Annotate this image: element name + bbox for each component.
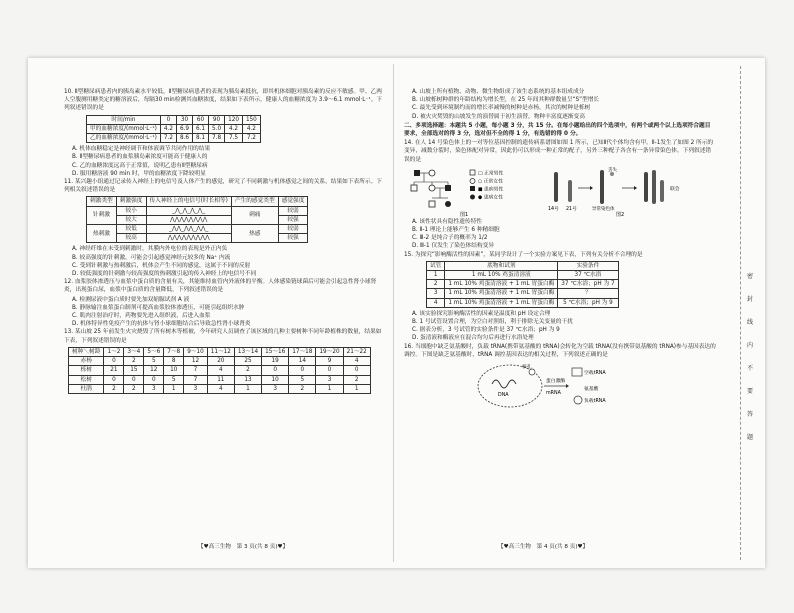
- q13-option-b: B. 山坡栎树种群的年龄结构为增长型，在 25 年间其种群数量呈“S”型增长: [412, 97, 600, 104]
- table-cell: 1 mL 10% 鸡蛋清溶液: [445, 271, 558, 280]
- page-4: [404, 88, 716, 543]
- table-cell: 5～6: [144, 347, 164, 356]
- table-cell: 3: [316, 375, 343, 384]
- table-cell: 5 ℃水浴；pH 为 9: [558, 298, 618, 307]
- q12-option-b: B. 静脉输注血浆蛋白制剂可提高血浆胶体渗透压，可能引起组织水肿: [72, 304, 245, 311]
- q10-option-a: A. 机体血糖稳定是神经调节和体液调节共同作用的结果: [72, 146, 211, 153]
- chromosome-label: 联会: [670, 186, 680, 192]
- page-4-footer: 【♥高三生物 第 4 页(共 8 页)♥】: [498, 544, 589, 550]
- table-cell: 20: [207, 357, 234, 366]
- table-cell: 较强: [278, 215, 308, 224]
- pedigree-figure: [408, 166, 528, 218]
- table-cell: 10: [262, 375, 289, 384]
- chromosome-21: [568, 180, 572, 202]
- seal-char: 题: [746, 434, 753, 441]
- table-cell: 0: [144, 375, 164, 384]
- paired-chromosome: [660, 180, 664, 202]
- table-cell: 7～8: [164, 347, 184, 356]
- table-row: [69, 366, 371, 375]
- table-cell: 21: [104, 366, 124, 375]
- table-header-row: [69, 347, 371, 356]
- table-cell: 7: [184, 366, 208, 375]
- table-cell: 甲的血糖浓度/(mmol·L⁻¹): [87, 124, 161, 133]
- table-cell: 刺激类型: [87, 197, 117, 206]
- table-header-row: [427, 261, 619, 270]
- table-cell: 产生的感觉类型: [231, 197, 278, 206]
- table-cell: 4.2: [242, 124, 260, 133]
- table-cell: 2: [427, 280, 445, 289]
- table-cell: 1～2: [104, 347, 124, 356]
- table-cell: 7: [184, 375, 208, 384]
- pedigree-affected-male: [414, 170, 420, 176]
- diagram-label: 蛋白激酶: [546, 379, 566, 385]
- table-cell: 0: [104, 375, 124, 384]
- dna-strand-icon: [492, 380, 516, 388]
- page-3: [64, 88, 384, 543]
- chromosome-figure: [546, 166, 696, 218]
- table-cell: 3: [184, 384, 208, 393]
- table-cell: 9: [316, 357, 343, 366]
- q11-table: [86, 196, 308, 243]
- table-cell: 8.1: [192, 134, 208, 143]
- table-cell: 7.8: [209, 134, 225, 143]
- table-header-row: [87, 197, 308, 206]
- table-row: [427, 271, 619, 280]
- table-cell: 5.0: [209, 124, 225, 133]
- table-cell: 较大: [116, 215, 146, 224]
- table-cell: 4.2: [160, 124, 176, 133]
- q13-option-c: C. 最先受到环境制约而的增长率减慢的树种是赤杨，其次的树种是栎树: [412, 105, 591, 112]
- exam-sheet: [28, 58, 765, 568]
- legend-affected-male: [470, 186, 475, 191]
- table-cell: 2: [289, 384, 316, 393]
- question-12-stem: 12. 血浆胶体渗透压与血浆中蛋白质的含量有关，其能维持血管内外液体的平衡。人体感染链球菌后可能会引起急性肾小球肾炎，出现蛋白尿，血浆中蛋白质的含量降低。下列叙述错误的是: [64, 279, 377, 294]
- pedigree-female: [429, 170, 435, 176]
- question-11-stem: 11. 某兴趣小组通过记录传入神经上的电信号及人体产生的感觉，研究了不同刺激与机体感觉之间的关系，结果如下表所示。下列相关叙述错误的是: [64, 179, 382, 194]
- q11-option-c: C. 受到针刺激与热刺激后，机体会产生不同的感觉，这属于不同的反射: [72, 262, 251, 269]
- table-cell: 5: [144, 357, 164, 366]
- table-cell: 乙的血糖浓度/(mmol·L⁻¹): [87, 134, 161, 143]
- table-cell: 1: [316, 384, 343, 393]
- table-cell: 0: [343, 366, 370, 375]
- seal-line: [740, 66, 741, 560]
- seal-char: 要: [746, 388, 753, 395]
- table-row: [427, 298, 619, 307]
- table-row: [69, 357, 371, 366]
- table-cell: 120: [225, 115, 243, 124]
- table-cell: 0: [160, 115, 176, 124]
- q15-option-b: B. 1 号试管设置合理，为空白对照组，利于排除无关变量的干扰: [412, 319, 573, 326]
- seal-char: 不: [746, 365, 753, 372]
- question-13-stem: 13. 某山坡 25 年前发生火灾烧毁了所有树木等植被，今年研究人员调查了该区域的几种主要树种不同年龄植株的数量，结果如下表，下列叙述错误的是: [64, 329, 382, 344]
- table-cell: 1: [234, 384, 261, 393]
- q10-option-b: B. Ⅱ型糖尿病患者的血浆胰岛素浓度可能高于健康人的: [72, 154, 208, 161]
- pedigree-female: [429, 185, 435, 191]
- table-cell: 底物和试剂: [445, 261, 558, 270]
- table-cell: 13～14: [234, 347, 261, 356]
- paired-chromosome: [644, 172, 648, 202]
- paired-chromosome: [652, 170, 656, 204]
- chromosome-label: 14号: [548, 206, 559, 212]
- table-cell: 感觉强度: [278, 197, 308, 206]
- table-row: [69, 375, 371, 384]
- table-cell: 4.2: [225, 124, 243, 133]
- table-cell: 2: [234, 366, 261, 375]
- question-10-stem: 10. Ⅱ型糖尿病患者内的胰岛素水平较低，Ⅱ型糖尿病患者的表现为胰岛素抵抗，即其机体细胞对胰岛素的反应不敏感。甲、乙两人空腹测用糖类定的糖溶液后，每隔30 min检测其血糖浓度，结果如下表所示。健康人的血糖浓度为 3.9～6.1 mmol·L⁻¹。下列叙述错误的是: [64, 89, 383, 112]
- table-cell: 25: [234, 357, 261, 366]
- q11-option-a: A. 神经纤维在未受到刺激时，其膜内外电位的表现是外正内负: [72, 246, 228, 253]
- table-cell: 刺激强度: [116, 197, 146, 206]
- trna-regulation-diagram: [474, 362, 624, 410]
- table-cell: 0: [262, 366, 289, 375]
- table-cell: 17～18: [289, 347, 316, 356]
- table-cell: 10: [164, 366, 184, 375]
- diagram-label: 负载tRNA: [584, 399, 606, 405]
- figure-caption: 图2: [616, 211, 625, 218]
- table-cell: 60: [192, 115, 208, 124]
- table-cell: 时间/min: [87, 115, 161, 124]
- seal-char: 线: [746, 319, 753, 326]
- table-cell: 较弱: [278, 206, 308, 215]
- table-cell: 实验条件: [558, 261, 618, 270]
- table-row: [69, 384, 371, 393]
- q13-option-d: D. 被火灾焚毁的山坡发生的演替属于初生演替，物种丰富度逐渐变高: [412, 113, 585, 120]
- q10-option-c: C. 乙的血糖浓度远高于正常值，说明乙患有Ⅱ型糖尿病: [72, 162, 208, 169]
- seal-char: 密: [746, 273, 753, 280]
- table-cell: 37 ℃水浴: [558, 271, 618, 280]
- legend-affected-female: [470, 194, 475, 199]
- q10-table: [86, 115, 261, 144]
- table-cell: 15～16: [262, 347, 289, 356]
- table-cell: 刺痛: [231, 206, 278, 224]
- q12-option-c: C. 肌肉注射治疗时，药物要先进入组织液，后进入血浆: [72, 313, 211, 320]
- table-row: [87, 206, 308, 215]
- table-cell: 19～20: [316, 347, 343, 356]
- table-cell: 1 mL 10% 鸡蛋清溶液 + 1 mL 胃蛋白酶: [445, 289, 558, 298]
- table-cell: 2: [124, 384, 144, 393]
- table-row: [87, 124, 261, 133]
- table-cell: 0: [104, 357, 124, 366]
- table-cell: 栎树: [69, 366, 104, 375]
- table-cell: 1: [164, 384, 184, 393]
- pedigree-male: [411, 185, 417, 191]
- seal-char: 封: [746, 296, 753, 303]
- legend-label: ○ 正常女性: [478, 179, 503, 185]
- table-cell: 4: [207, 384, 234, 393]
- table-row: [427, 280, 619, 289]
- table-cell: 较弱: [278, 225, 308, 234]
- pedigree-affected-female: [445, 201, 451, 207]
- chromosome-label: 21号: [566, 206, 577, 212]
- q14-option-d: D. Ⅲ-1 仅发生了染色体结构变异: [412, 243, 494, 250]
- table-cell: 杜鹃: [69, 384, 104, 393]
- table-cell: 1 mL 10% 鸡蛋清溶液 + 1 mL 胃蛋白酶: [445, 280, 558, 289]
- table-cell: 5: [289, 375, 316, 384]
- q14-option-b: B. Ⅱ-1 理论上能够产生 6 种精细胞: [412, 227, 500, 234]
- question-16-stem: 16. 当细胞中缺乏氨基酸时，负载 tRNA(携带氨基酸的 tRNA)会转化为空载 tRNA(没有携带氨基酸的 tRNA)参与基因表达的调控。下图是缺乏氨基酸时，tRNA 调控基因表达的相关过程，下列叙述正确的是: [404, 343, 716, 358]
- table-cell: 较高: [116, 234, 146, 243]
- table-cell: 3: [262, 384, 289, 393]
- table-cell: 赤杨: [69, 357, 104, 366]
- q12-option-d: D. 机体特异性免疫产生的抗体与肾小球细胞结合后导致急性肾小球肾炎: [72, 321, 251, 328]
- figure-caption: 图1: [460, 211, 469, 218]
- table-cell: 4: [343, 357, 370, 366]
- table-cell: 热感: [231, 225, 278, 243]
- signal-trace: ⋀⋀⋀⋀⋀⋀⋀⋀⋀: [146, 234, 231, 243]
- pedigree-male: [429, 201, 435, 207]
- table-cell: 21～22: [343, 347, 370, 356]
- table-cell: 1: [343, 384, 370, 393]
- q12-option-a: A. 检测尿液中蛋白质时要先加双缩脲试剂 A 液: [72, 296, 190, 303]
- pedigree-affected-male: [445, 185, 451, 191]
- arrow-head-icon: [634, 186, 637, 190]
- table-cell: 2: [104, 384, 124, 393]
- table-cell: 3: [144, 384, 164, 393]
- legend-normal-female: [470, 178, 475, 183]
- diagram-label: 氨基酸: [584, 387, 599, 393]
- legend-normal-male: [470, 170, 475, 175]
- chromosome-label: 丢失: [608, 167, 617, 173]
- table-cell: 3: [427, 289, 445, 298]
- section-2-heading: 二、多项选择题：本题共 5 小题，每小题 3 分，共 15 分。在每小题给出的四个选项中，有两个或两个以上选项符合题目要求，全部选对的得 3 分，选对但不全的得 1 分，有选错的得 0 分。: [404, 122, 711, 138]
- seal-line-notice: [745, 273, 755, 457]
- question-14-stem: 14. 在人 14 号染色体上的一对等位基因控制的遗传病系谱图如图 1 所示，已知Ⅱ代个体均含有甲。Ⅱ-1发生了如图 2 所示的变异，减数分裂时，染色体配对异常，因此仍可以形成一种正常的配子，另外三种配子各含有一条异常染色体。下列叙述错误的是: [404, 140, 714, 163]
- q10-option-d: D. 服用糖溶液 90 min 时，甲的血糖浓度下降较明显: [72, 170, 206, 177]
- table-cell: 3～4: [124, 347, 144, 356]
- table-cell: 松树: [69, 375, 104, 384]
- table-cell: 针刺激: [87, 206, 117, 224]
- q14-figures: [408, 166, 716, 218]
- seal-char: 答: [746, 411, 753, 418]
- page-3-footer: 【♥高三生物 第 3 页(共 8 页)♥】: [198, 544, 289, 550]
- table-row: [427, 289, 619, 298]
- diagram-label: 空载tRNA: [584, 371, 606, 377]
- table-cell: 传入神经上的电信号(时长相等): [146, 197, 231, 206]
- table-cell: 0: [124, 375, 144, 384]
- table-cell: 2: [124, 357, 144, 366]
- table-cell: 6.1: [192, 124, 208, 133]
- signal-trace: ⋀⋀⋀⋀⋀⋀⋀⋀: [146, 215, 231, 224]
- table-cell: 14: [289, 357, 316, 366]
- q15-option-c: C. 据表分析，3 号试管的实验条件是 37 ℃水浴；pH 为 9: [412, 327, 560, 334]
- q11-option-d: D. 较低强度的针刺激与较高强度的热刺激引起的传入神经上的电信号不同: [72, 271, 257, 278]
- table-cell: 13: [234, 375, 261, 384]
- table-cell: 1 mL 10% 鸡蛋清溶液 + 1 mL 胃蛋白酶: [445, 298, 558, 307]
- table-cell: 0: [289, 366, 316, 375]
- table-cell: 4: [427, 298, 445, 307]
- table-cell: 0: [316, 366, 343, 375]
- diagram-label: DNA: [498, 393, 509, 399]
- arrow-head-icon: [566, 384, 569, 388]
- table-cell: 12: [144, 366, 164, 375]
- table-cell: 6.9: [176, 124, 192, 133]
- table-cell: 37 ℃水浴；pH 为 7: [558, 280, 618, 289]
- table-cell: 12: [184, 357, 208, 366]
- q15-option-a: A. 该实验探究影响酶活性的因素是温度和 pH 设定合理: [412, 310, 551, 317]
- abnormal-chromosome: [600, 170, 604, 204]
- table-cell: 90: [209, 115, 225, 124]
- table-cell: 11～12: [207, 347, 234, 356]
- charged-trna-icon: [574, 396, 582, 404]
- table-cell: 1: [427, 271, 445, 280]
- legend-label: ■ 患病男性: [478, 187, 504, 193]
- question-15-stem: 15. 为探究“影响酶活性的因素”，某同学设计了一个实验方案见下表，下列有关分析不合理的是: [404, 251, 643, 258]
- uncharged-trna-icon: [572, 368, 582, 376]
- table-row: [87, 225, 308, 234]
- q15-option-d: D. 蛋清液和酶液应在混合均匀后再进行水浴处理: [412, 335, 534, 342]
- signal-trace: _⋀_⋀_⋀_⋀_: [146, 206, 231, 215]
- q11-option-b: B. 较高强度的针刺激，可能会引起感觉神经元较多的 Na⁺ 内流: [72, 254, 231, 261]
- table-row: [87, 134, 261, 143]
- table-cell: 较强: [278, 234, 308, 243]
- table-cell: 7.2: [242, 134, 260, 143]
- table-cell: 较低: [116, 225, 146, 234]
- chromosome-14: [554, 172, 558, 202]
- table-cell: 8.6: [176, 134, 192, 143]
- arrow-head-icon: [590, 186, 593, 190]
- table-cell: 150: [242, 115, 260, 124]
- table-cell: 2: [343, 375, 370, 384]
- q13-table: [68, 347, 371, 394]
- table-cell: 15: [124, 366, 144, 375]
- q14-option-a: A. 该性状具有隐性遗传特性: [412, 218, 482, 225]
- q15-table: [426, 261, 619, 308]
- legend-label: ● 患病女性: [478, 195, 503, 201]
- table-cell: 树种＼树龄: [69, 347, 104, 356]
- page-fold: [393, 64, 394, 562]
- table-cell: 30: [176, 115, 192, 124]
- table-cell: 11: [207, 375, 234, 384]
- table-cell: 4: [207, 366, 234, 375]
- diagram-label: mRNA: [546, 391, 561, 397]
- seal-char: 内: [746, 342, 753, 349]
- chromosome-label: 异常染色体: [592, 206, 615, 212]
- table-cell: 热刺激: [87, 225, 117, 243]
- table-cell: 7.5: [225, 134, 243, 143]
- signal-trace: _⋀⋀_⋀⋀_⋀⋀_: [146, 225, 231, 234]
- q14-option-c: C. Ⅲ-2 是纯合子的概率为 1/2: [412, 235, 488, 242]
- table-cell: 较小: [116, 206, 146, 215]
- table-cell: 8: [164, 357, 184, 366]
- table-cell: 9～10: [184, 347, 208, 356]
- diagram-label: 核孔: [522, 365, 532, 371]
- legend-label: □ 正常男性: [478, 171, 504, 177]
- table-cell: 5: [164, 375, 184, 384]
- q13-option-a: A. 山坡上所有植物、动物、微生物组成了该生态系统的基本组成成分: [412, 89, 585, 95]
- table-header-row: [87, 115, 261, 124]
- table-cell: ？: [558, 289, 618, 298]
- table-cell: 试管: [427, 261, 445, 270]
- table-cell: 19: [262, 357, 289, 366]
- table-cell: 7.2: [160, 134, 176, 143]
